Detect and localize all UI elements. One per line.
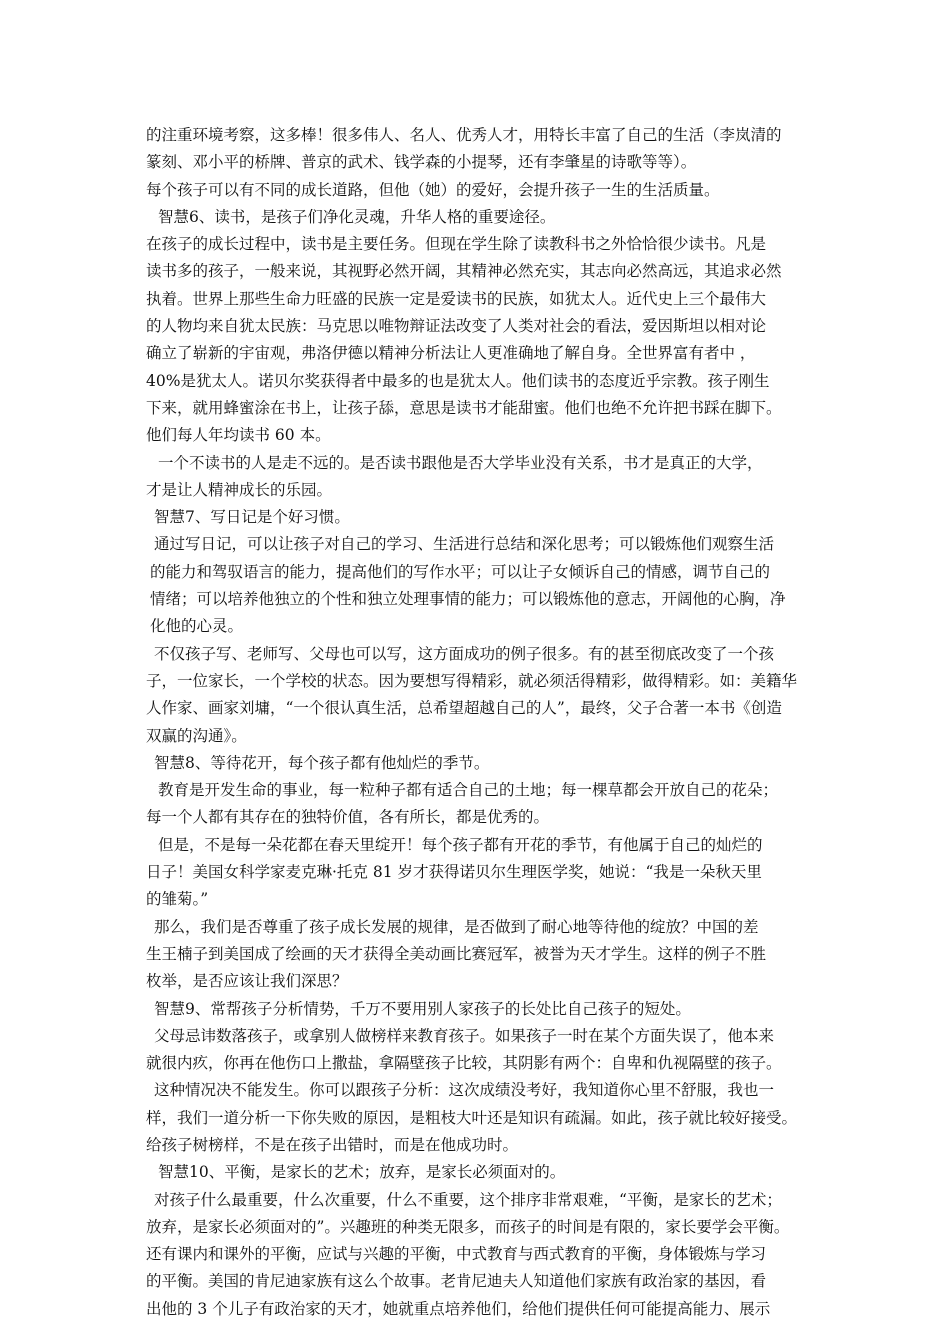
section-heading: 智慧6、读书，是孩子们净化灵魂，升华人格的重要途径。: [158, 207, 556, 226]
text-line: 下来，就用蜂蜜涂在书上，让孩子舔，意思是读书才能甜蜜。他们也绝不允许把书踩在脚下。: [146, 398, 782, 417]
text-line: 执着。世界上那些生命力旺盛的民族一定是爱读书的民族，如犹太人。近代史上三个最伟大: [146, 289, 767, 308]
text-line: 的人物均来自犹太民族：马克思以唯物辩证法改变了人类对社会的看法，爱因斯坦以相对论: [146, 317, 767, 336]
text-line: 双赢的沟通》。: [146, 726, 247, 745]
text-line: 父母忌讳数落孩子，或拿别人做榜样来教育孩子。如果孩子一时在某个方面失误了，他本来: [154, 1026, 775, 1045]
text-line: 还有课内和课外的平衡，应试与兴趣的平衡，中式教育与西式教育的平衡，身体锻炼与学习: [146, 1245, 767, 1264]
section-heading: 智慧10、平衡，是家长的艺术；放弃，是家长必须面对的。: [158, 1163, 566, 1182]
text-line: 情绪；可以培养他独立的个性和独立处理事情的能力；可以锻炼他的意志，开阔他的心胸，净: [150, 590, 786, 609]
text-line: 出他的 3 个儿子有政治家的天才，她就重点培养他们，给他们提供任何可能提高能力、展示: [146, 1299, 771, 1318]
text-line: 给孩子树榜样，不是在孩子出错时，而是在他成功时。: [146, 1135, 519, 1154]
text-line: 人作家、画家刘墉，“一个很认真生活，总希望超越自己的人”，最终，父子合著一本书《创造: [146, 699, 782, 718]
text-line: 他们每人年均读书 60 本。: [146, 426, 331, 445]
text-line: 样，我们一道分析一下你失败的原因，是粗枝大叶还是知识有疏漏。如此，孩子就比较好接受。: [146, 1108, 798, 1127]
text-line: 子，一位家长，一个学校的状态。因为要想写得精彩，就必须活得精彩，做得精彩。如：美籍华: [146, 671, 798, 690]
document-body: [146, 122, 816, 1323]
text-line: 对孩子什么最重要，什么次重要，什么不重要，这个排序非常艰难，“平衡，是家长的艺术；: [154, 1190, 782, 1209]
text-line: 的雏菊。”: [146, 890, 209, 909]
text-line: 就很内疚，你再在他伤口上撒盐，拿隔壁孩子比较，其阴影有两个：自卑和仇视隔壁的孩子。: [146, 1054, 782, 1073]
text-line: 读书多的孩子，一般来说，其视野必然开阔，其精神必然充实，其志向必然高远，其追求必然: [146, 262, 782, 281]
text-line: 一个不读书的人是走不远的。是否读书跟他是否大学毕业没有关系，书才是真正的大学，: [158, 453, 763, 472]
section-heading: 智慧7、写日记是个好习惯。: [154, 508, 350, 527]
text-line: 确立了崭新的宇宙观，弗洛伊德以精神分析法让人更准确地了解自身。全世界富有者中 ，: [146, 344, 756, 363]
text-line: 这种情况决不能发生。你可以跟孩子分析：这次成绩没考好，我知道你心里不舒服，我也一: [154, 1081, 775, 1100]
text-line: 教育是开发生命的事业，每一粒种子都有适合自己的土地；每一棵草都会开放自己的花朵；: [158, 781, 779, 800]
text-line: 放弃，是家长必须面对的”。兴趣班的种类无限多，而孩子的时间是有限的，家长要学会平衡。: [146, 1217, 790, 1236]
text-line: 生王楠子到美国成了绘画的天才获得全美动画比赛冠军，被誉为天才学生。这样的例子不胜: [146, 944, 767, 963]
text-line: 不仅孩子写、老师写、父母也可以写，这方面成功的例子很多。有的甚至彻底改变了一个孩: [154, 644, 775, 663]
text-line: 篆刻、邓小平的桥牌、普京的武术、钱学森的小提琴，还有李肇星的诗歌等等）。: [146, 153, 697, 172]
text-line: 每个孩子可以有不同的成长道路，但他（她）的爱好，会提升孩子一生的生活质量。: [146, 180, 720, 199]
text-line: 的平衡。美国的肯尼迪家族有这么个故事。老肯尼迪夫人知道他们家族有政治家的基因，看: [146, 1272, 767, 1291]
text-line: 枚举，是否应该让我们深思？: [146, 972, 348, 991]
text-line: 40%是犹太人。诺贝尔奖获得者中最多的也是犹太人。他们读书的态度近乎宗教。孩子刚生: [146, 371, 770, 390]
text-line: 但是，不是每一朵花都在春天里绽开！每个孩子都有开花的季节，有他属于自己的灿烂的: [158, 835, 763, 854]
text-line: 才是让人精神成长的乐园。: [146, 480, 333, 499]
text-line: 在孩子的成长过程中，读书是主要任务。但现在学生除了读教科书之外恰恰很少读书。凡是: [146, 235, 767, 254]
text-line: 化他的心灵。: [150, 617, 244, 636]
text-line: 每一个人都有其存在的独特价值，各有所长，都是优秀的。: [146, 808, 550, 827]
text-line: 日子！美国女科学家麦克琳·托克 81 岁才获得诺贝尔生理医学奖，她说：“我是一朵秋天里: [146, 863, 762, 882]
text-line: 的注重环境考察，这多棒！很多伟人、名人、优秀人才，用特长丰富了自己的生活（李岚清的: [146, 126, 782, 144]
text-line: 那么，我们是否尊重了孩子成长发展的规律，是否做到了耐心地等待他的绽放？中国的差: [154, 917, 759, 936]
section-heading: 智慧9、常帮孩子分析情势，千万不要用别人家孩子的长处比自己孩子的短处。: [154, 999, 691, 1018]
section-heading: 智慧8、等待花开，每个孩子都有他灿烂的季节。: [154, 753, 490, 772]
text-line: 通过写日记，可以让孩子对自己的学习、生活进行总结和深化思考；可以锻炼他们观察生活: [154, 535, 775, 554]
text-line: 的能力和驾驭语言的能力，提高他们的写作水平；可以让子女倾诉自己的情感，调节自己的: [150, 562, 771, 581]
